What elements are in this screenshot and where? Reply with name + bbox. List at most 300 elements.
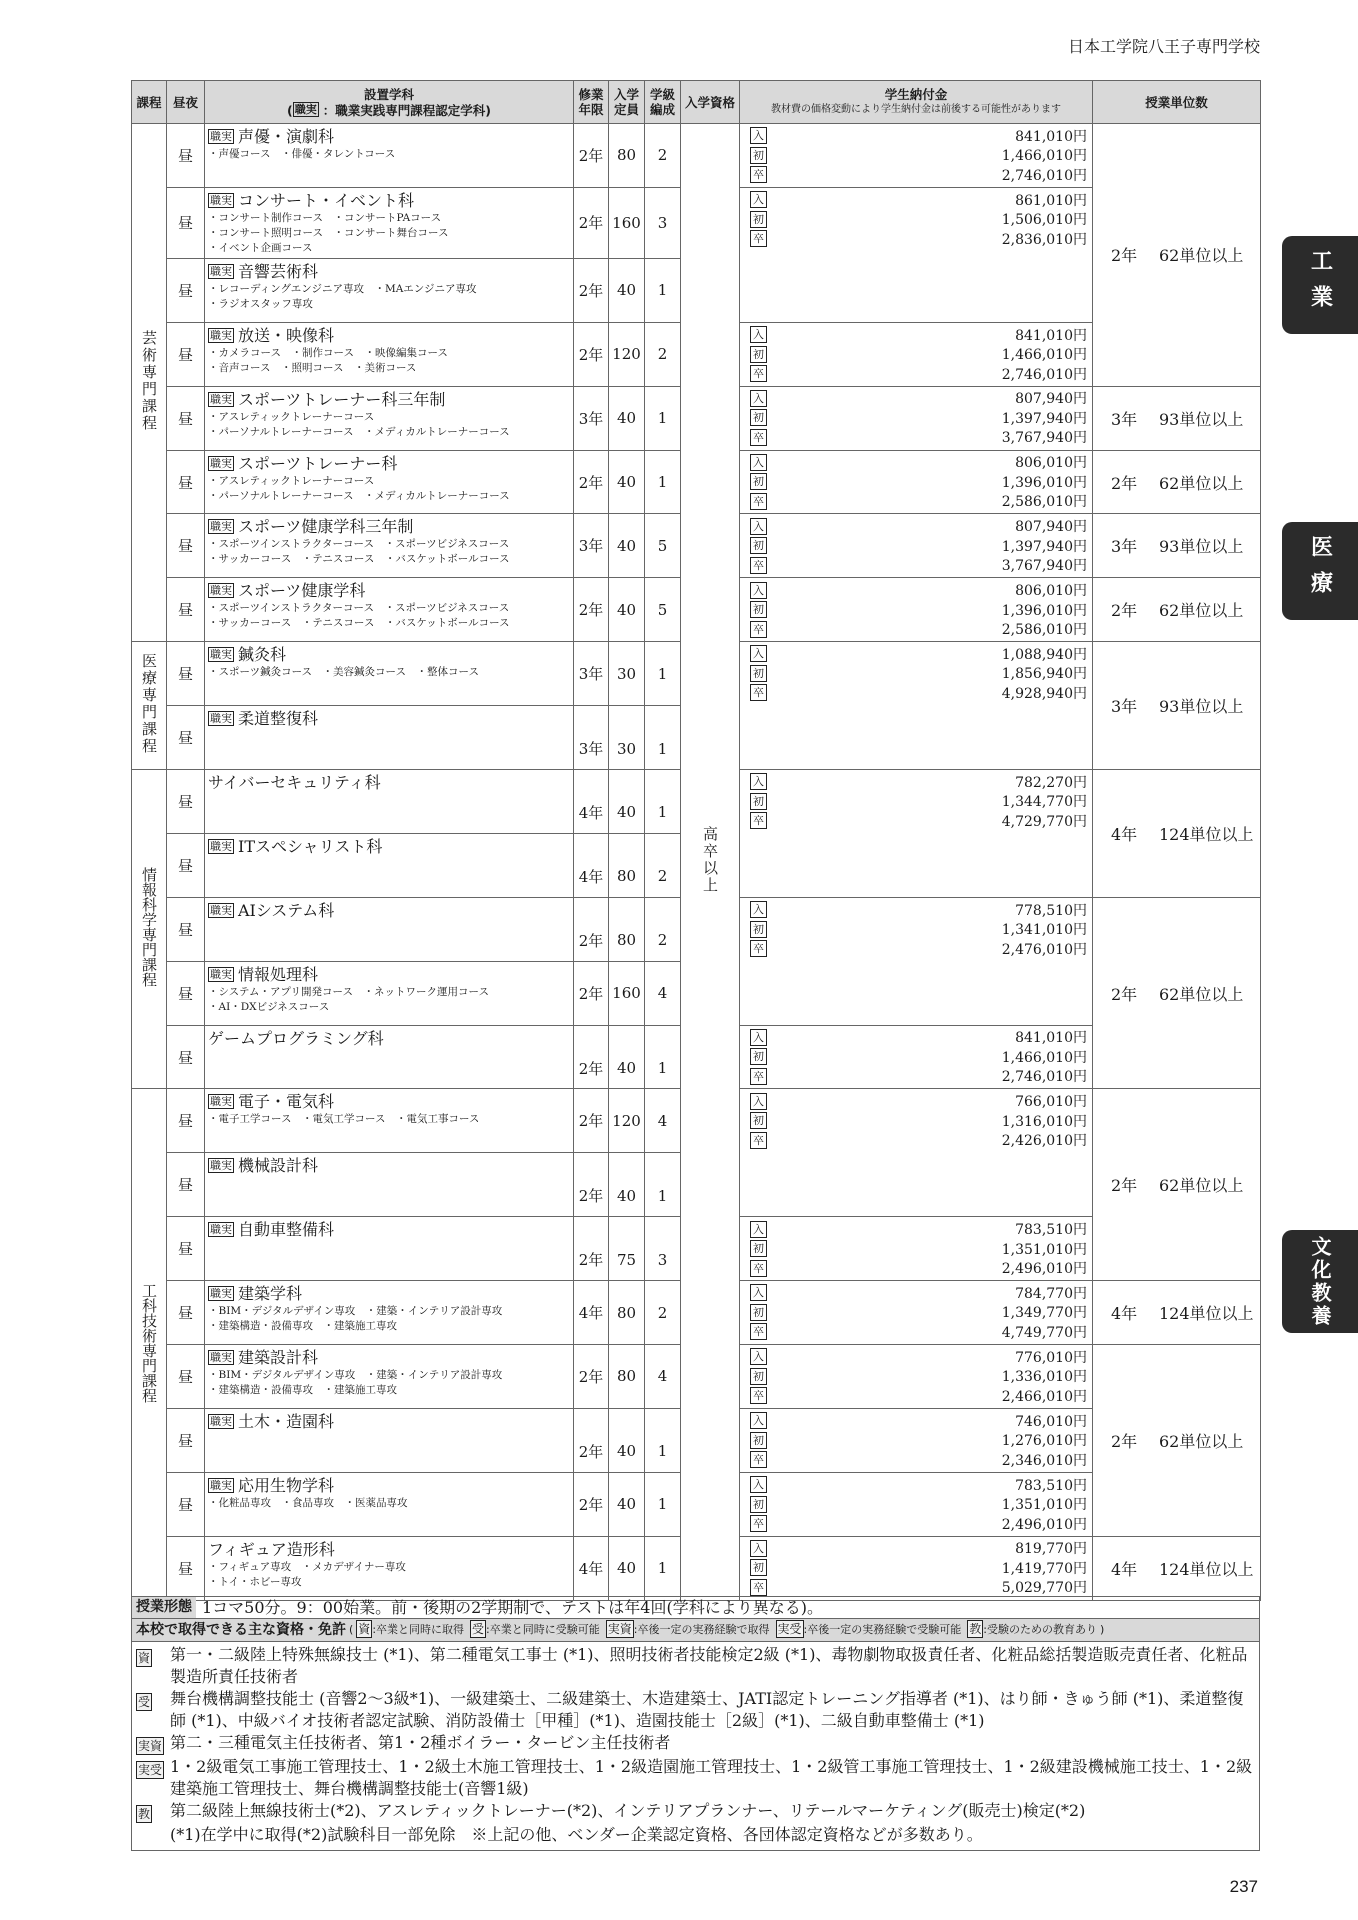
fee-line bbox=[750, 492, 1087, 512]
qualification-list bbox=[131, 1642, 1260, 1851]
fee-line bbox=[750, 939, 1087, 959]
legend-close: ) bbox=[1099, 1623, 1105, 1636]
units-years: 4年 bbox=[1111, 1304, 1138, 1324]
fee-label-badge: 初 bbox=[750, 1496, 767, 1513]
department-title bbox=[208, 261, 570, 282]
department-title bbox=[208, 1475, 570, 1496]
fee-value: 776,010円 bbox=[1015, 1349, 1087, 1366]
fee-label-badge: 入 bbox=[750, 1029, 767, 1046]
department-cell bbox=[205, 961, 574, 1025]
day-night-cell: 昼 bbox=[167, 833, 205, 897]
fee-line bbox=[750, 344, 1087, 364]
day-night-cell: 昼 bbox=[167, 706, 205, 770]
fee-label-badge: 卒 bbox=[750, 1579, 767, 1596]
capacity-cell: 80 bbox=[609, 897, 645, 961]
capacity-cell: 40 bbox=[609, 1408, 645, 1472]
qualification-text: 第二級陸上無線技術士(*2)、アスレティックトレーナー(*2)、インテリアプランナー、リテールマーケティング(販売士)検定(*2) bbox=[170, 1801, 1086, 1820]
classes-cell: 5 bbox=[645, 578, 681, 642]
department-courses: ・化粧品専攻 ・食品専攻 ・医薬品専攻 bbox=[208, 1496, 408, 1509]
fee-line bbox=[750, 428, 1087, 448]
day-night-cell: 昼 bbox=[167, 258, 205, 322]
fee-value: 2,496,010円 bbox=[1001, 1516, 1087, 1533]
fee-value: 1,349,770円 bbox=[1001, 1305, 1087, 1322]
header-classes: 学級編成 bbox=[645, 81, 681, 124]
department-courses: ・カメラコース ・制作コース ・映像編集コース ・音声コース ・照明コース ・美術コース bbox=[208, 346, 448, 374]
qualification-heading-row bbox=[131, 1619, 1260, 1642]
department-cell bbox=[205, 833, 574, 897]
years-cell: 3年 bbox=[574, 706, 609, 770]
units-cell bbox=[1093, 1089, 1261, 1281]
fee-value: 1,344,770円 bbox=[1001, 794, 1087, 811]
header-department-note-text: ：職業実践専門課程認定学科) bbox=[322, 102, 491, 118]
units-cell bbox=[1093, 1281, 1261, 1345]
course-name: 芸術専門課程 bbox=[140, 329, 158, 432]
fee-value: 1,466,010円 bbox=[1001, 1049, 1087, 1066]
units-value: 124単位以上 bbox=[1159, 1559, 1254, 1579]
years-cell: 4年 bbox=[574, 770, 609, 834]
classes-cell: 1 bbox=[645, 450, 681, 514]
department-cell bbox=[205, 642, 574, 706]
fee-line bbox=[750, 664, 1087, 684]
fee-line bbox=[750, 919, 1087, 939]
department-name: 応用生物学科 bbox=[238, 1475, 335, 1495]
side-tab-industry[interactable] bbox=[1282, 236, 1358, 334]
fee-value: 4,749,770円 bbox=[1001, 1324, 1087, 1341]
qualification-footnote: (*1)在学中に取得(*2)試験科目一部免除 ※上記の他、ベンダー企業認定資格、各団体認定資格などが多数あり。 bbox=[170, 1825, 983, 1844]
department-cell bbox=[205, 1089, 574, 1153]
badge-vocational: 職実 bbox=[210, 520, 232, 534]
fee-value: 2,346,010円 bbox=[1001, 1452, 1087, 1469]
qualification-text: 舞台機構調整技能士 (音響2〜3級*1)、一級建築士、二級建築士、木造建築士、JATI認定トレーニング指導者 (*1)、はり師・きゅう師 (*1)、柔道整復師 (*1)、中級バイオ技術者認定試験、消防設備士［甲種］(*1)、造園技能士［2級］(*1)、二級自動車整備士 (*1) bbox=[170, 1689, 1244, 1730]
department-title bbox=[208, 325, 570, 346]
fee-value: 782,270円 bbox=[1015, 774, 1087, 791]
badge-vocational: 職実 bbox=[294, 102, 317, 116]
fee-line bbox=[750, 1219, 1087, 1239]
fee-label-badge: 卒 bbox=[750, 940, 767, 957]
day-night-cell: 昼 bbox=[167, 1408, 205, 1472]
units-years: 2年 bbox=[1111, 984, 1138, 1004]
department-cell bbox=[205, 578, 574, 642]
fee-value: 1,856,940円 bbox=[1001, 666, 1087, 683]
department-title bbox=[208, 836, 570, 857]
department-cell bbox=[205, 1408, 574, 1472]
qualification-cell bbox=[681, 124, 740, 1601]
department-title bbox=[208, 1219, 570, 1240]
units-value: 62単位以上 bbox=[1159, 601, 1244, 621]
fee-line bbox=[750, 644, 1087, 664]
legend-text: :卒業と同時に受験可能 bbox=[486, 1623, 600, 1636]
fee-value: 2,476,010円 bbox=[1001, 941, 1087, 958]
units-value: 62単位以上 bbox=[1159, 473, 1244, 493]
day-night-cell: 昼 bbox=[167, 1217, 205, 1281]
fee-line bbox=[750, 1539, 1087, 1559]
day-night-cell: 昼 bbox=[167, 124, 205, 188]
fee-label-badge: 卒 bbox=[750, 365, 767, 382]
fee-label-badge: 入 bbox=[750, 1540, 767, 1557]
notes-section bbox=[131, 1596, 1260, 1851]
fee-value: 3,767,940円 bbox=[1001, 430, 1087, 447]
qualification-text: 高卒以上 bbox=[701, 825, 719, 894]
fee-value: 1,336,010円 bbox=[1001, 1369, 1087, 1386]
fee-line bbox=[750, 126, 1087, 146]
department-cell bbox=[205, 1025, 574, 1089]
fee-value: 1,397,940円 bbox=[1001, 410, 1087, 427]
header-capacity: 入学定員 bbox=[609, 81, 645, 124]
day-night-cell: 昼 bbox=[167, 578, 205, 642]
qualification-label-wrap bbox=[136, 1644, 170, 1688]
header-qualification: 入学資格 bbox=[681, 81, 740, 124]
fee-cell bbox=[740, 1345, 1093, 1409]
fee-cell bbox=[740, 1281, 1093, 1345]
fee-label-badge: 初 bbox=[750, 409, 767, 426]
fee-value: 1,397,940円 bbox=[1001, 538, 1087, 555]
legend-text: :受験のための教育あり bbox=[983, 1623, 1097, 1636]
department-courses: ・BIM・デジタルデザイン専攻 ・建築・インテリア設計専攻 ・建築構造・設備専攻 ・建築施工専攻 bbox=[208, 1305, 503, 1333]
years-cell: 2年 bbox=[574, 258, 609, 322]
fee-line bbox=[750, 1367, 1087, 1387]
department-name: サイバーセキュリティ科 bbox=[208, 773, 381, 793]
fee-cell bbox=[740, 514, 1093, 578]
department-title bbox=[208, 1411, 570, 1432]
page-number: 237 bbox=[1229, 1877, 1258, 1896]
units-value: 62単位以上 bbox=[1159, 246, 1244, 266]
day-night-cell: 昼 bbox=[167, 187, 205, 258]
department-courses: ・電子工学コース ・電気工学コース ・電気工事コース bbox=[208, 1113, 480, 1126]
department-name: 柔道整復科 bbox=[238, 709, 319, 729]
years-cell: 3年 bbox=[574, 514, 609, 578]
fee-label-badge: 初 bbox=[750, 665, 767, 682]
classes-cell: 2 bbox=[645, 124, 681, 188]
capacity-cell: 160 bbox=[609, 187, 645, 258]
classes-cell: 1 bbox=[645, 1025, 681, 1089]
fee-value: 5,029,770円 bbox=[1001, 1580, 1087, 1597]
units-cell bbox=[1093, 386, 1261, 450]
years-cell: 4年 bbox=[574, 833, 609, 897]
fee-label-badge: 卒 bbox=[750, 621, 767, 638]
day-night-cell: 昼 bbox=[167, 1536, 205, 1600]
day-night-cell: 昼 bbox=[167, 1472, 205, 1536]
fee-label-badge: 卒 bbox=[750, 1451, 767, 1468]
department-name: AIシステム科 bbox=[238, 900, 335, 920]
fee-label-badge: 入 bbox=[750, 645, 767, 662]
fee-line bbox=[750, 1258, 1087, 1278]
qualification-text: 第一・二級陸上特殊無線技士 (*1)、第二種電気工事士 (*1)、照明技術者技能検定2級 (*1)、毒物劇物取扱責任者、化粧品総括製造販売責任者、化粧品製造所責任技術者 bbox=[170, 1645, 1248, 1686]
fee-label-badge: 卒 bbox=[750, 812, 767, 829]
capacity-cell: 30 bbox=[609, 706, 645, 770]
department-cell bbox=[205, 1536, 574, 1600]
course-name: 工科技術専門課程 bbox=[140, 1282, 158, 1403]
years-cell: 4年 bbox=[574, 1536, 609, 1600]
course-cell bbox=[132, 770, 167, 1089]
fee-value: 2,586,010円 bbox=[1001, 622, 1087, 639]
years-cell: 2年 bbox=[574, 897, 609, 961]
fee-label-badge: 初 bbox=[750, 473, 767, 490]
department-name: ITスペシャリスト科 bbox=[238, 836, 383, 856]
day-night-cell: 昼 bbox=[167, 1153, 205, 1217]
qualification-item bbox=[136, 1688, 1255, 1732]
fee-cell bbox=[740, 897, 1093, 1025]
fee-value: 1,396,010円 bbox=[1001, 602, 1087, 619]
units-years: 3年 bbox=[1111, 697, 1138, 717]
qualification-label-wrap bbox=[136, 1732, 170, 1756]
fee-label-badge: 入 bbox=[750, 901, 767, 918]
course-cell bbox=[132, 1089, 167, 1600]
department-name: 声優・演劇科 bbox=[238, 127, 335, 146]
fee-line bbox=[750, 536, 1087, 556]
classes-cell: 1 bbox=[645, 642, 681, 706]
fee-label-badge: 初 bbox=[750, 1559, 767, 1576]
units-years: 2年 bbox=[1111, 473, 1138, 493]
header-units: 授業単位数 bbox=[1093, 81, 1261, 124]
day-night-cell: 昼 bbox=[167, 897, 205, 961]
qualification-label: 実資 bbox=[138, 1739, 163, 1753]
fee-cell bbox=[740, 322, 1093, 386]
department-name: 音響芸術科 bbox=[238, 261, 319, 281]
fee-line bbox=[750, 1494, 1087, 1514]
fee-value: 806,010円 bbox=[1015, 583, 1087, 600]
fee-line bbox=[750, 1130, 1087, 1150]
department-name: 建築設計科 bbox=[238, 1348, 319, 1368]
fee-label-badge: 初 bbox=[750, 1112, 767, 1129]
legend-badge: 実資 bbox=[607, 1622, 632, 1636]
classes-cell: 4 bbox=[645, 1089, 681, 1153]
fee-value: 3,767,940円 bbox=[1001, 558, 1087, 575]
department-name: スポーツ健康学科三年制 bbox=[238, 517, 414, 537]
department-cell bbox=[205, 322, 574, 386]
table-header-row bbox=[132, 81, 1261, 124]
fee-label-badge: 入 bbox=[750, 1348, 767, 1365]
capacity-cell: 120 bbox=[609, 322, 645, 386]
fee-value: 1,341,010円 bbox=[1001, 922, 1087, 939]
department-cell bbox=[205, 258, 574, 322]
department-cell bbox=[205, 770, 574, 834]
day-night-cell: 昼 bbox=[167, 1025, 205, 1089]
fee-label-badge: 初 bbox=[750, 211, 767, 228]
department-cell bbox=[205, 514, 574, 578]
units-cell bbox=[1093, 1536, 1261, 1600]
fee-label-badge: 入 bbox=[750, 773, 767, 790]
fee-line bbox=[750, 683, 1087, 703]
fee-value: 841,010円 bbox=[1015, 128, 1087, 145]
fee-value: 819,770円 bbox=[1015, 1541, 1087, 1558]
fee-label-badge: 卒 bbox=[750, 230, 767, 247]
units-cell bbox=[1093, 514, 1261, 578]
fee-value: 2,746,010円 bbox=[1001, 167, 1087, 184]
capacity-cell: 120 bbox=[609, 1089, 645, 1153]
fee-cell bbox=[740, 1472, 1093, 1536]
department-title bbox=[208, 580, 570, 601]
department-title bbox=[208, 190, 570, 211]
years-cell: 2年 bbox=[574, 322, 609, 386]
fee-cell bbox=[740, 124, 1093, 188]
fee-cell bbox=[740, 386, 1093, 450]
fee-label-badge: 卒 bbox=[750, 557, 767, 574]
legend-item bbox=[967, 1619, 1097, 1641]
qualification-label: 受 bbox=[138, 1695, 151, 1709]
fee-value: 783,510円 bbox=[1015, 1477, 1087, 1494]
day-night-cell: 昼 bbox=[167, 1281, 205, 1345]
fee-value: 2,746,010円 bbox=[1001, 1069, 1087, 1086]
paren: ( bbox=[287, 102, 293, 118]
header-department-note bbox=[205, 102, 573, 118]
fee-value: 4,928,940円 bbox=[1001, 685, 1087, 702]
course-cell bbox=[132, 124, 167, 642]
department-title bbox=[208, 900, 570, 921]
department-courses: ・スポーツインストラクターコース ・スポーツビジネスコース ・サッカーコース ・テニスコース ・バスケットボールコース bbox=[208, 602, 510, 630]
classes-cell: 1 bbox=[645, 386, 681, 450]
fee-line bbox=[750, 900, 1087, 920]
legend-item bbox=[470, 1619, 600, 1641]
fee-value: 1,506,010円 bbox=[1001, 212, 1087, 229]
department-courses: ・フィギュア専攻 ・メカデザイナー専攻 ・トイ・ホビー専攻 bbox=[208, 1560, 406, 1588]
units-cell bbox=[1093, 578, 1261, 642]
department-name: 情報処理科 bbox=[238, 964, 319, 984]
department-title bbox=[208, 1028, 570, 1049]
qualification-heading: 本校で取得できる主な資格・免許 bbox=[136, 1622, 346, 1638]
years-cell: 2年 bbox=[574, 1472, 609, 1536]
fee-value: 806,010円 bbox=[1015, 455, 1087, 472]
department-cell bbox=[205, 1217, 574, 1281]
department-name: スポーツトレーナー科 bbox=[238, 453, 398, 473]
qualification-label-wrap bbox=[136, 1756, 170, 1800]
fee-line bbox=[750, 389, 1087, 409]
department-cell bbox=[205, 706, 574, 770]
years-cell: 2年 bbox=[574, 1025, 609, 1089]
fee-line bbox=[750, 325, 1087, 345]
school-name: 日本工学院八王子専門学校 bbox=[1067, 37, 1260, 56]
years-cell: 2年 bbox=[574, 1408, 609, 1472]
legend-item bbox=[606, 1619, 770, 1641]
classes-cell: 2 bbox=[645, 322, 681, 386]
capacity-cell: 40 bbox=[609, 1025, 645, 1089]
department-courses: ・スポーツインストラクターコース ・スポーツビジネスコース ・サッカーコース ・テニスコース ・バスケットボールコース bbox=[208, 538, 510, 566]
course-name: 情報科学専門課程 bbox=[140, 867, 158, 988]
fee-line bbox=[750, 811, 1087, 831]
department-title bbox=[208, 1539, 570, 1560]
legend-text: :卒後一定の実務経験で受験可能 bbox=[803, 1623, 962, 1636]
capacity-cell: 40 bbox=[609, 514, 645, 578]
side-tab-medical[interactable] bbox=[1282, 522, 1358, 620]
department-title bbox=[208, 1347, 570, 1368]
badge-vocational: 職実 bbox=[210, 712, 232, 726]
fee-value: 1,351,010円 bbox=[1001, 1241, 1087, 1258]
fee-line bbox=[750, 516, 1087, 536]
classes-cell: 1 bbox=[645, 1472, 681, 1536]
fee-label-badge: 入 bbox=[750, 582, 767, 599]
fee-value: 2,426,010円 bbox=[1001, 1133, 1087, 1150]
fee-line bbox=[750, 209, 1087, 229]
fee-value: 778,510円 bbox=[1015, 902, 1087, 919]
badge-vocational: 職実 bbox=[210, 1159, 232, 1173]
fee-line bbox=[750, 1475, 1087, 1495]
legend-badge: 資 bbox=[358, 1622, 371, 1636]
years-cell: 2年 bbox=[574, 124, 609, 188]
units-value: 124単位以上 bbox=[1159, 1304, 1254, 1324]
classes-cell: 1 bbox=[645, 258, 681, 322]
department-name: フィギュア造形科 bbox=[208, 1539, 335, 1559]
qualification-item bbox=[136, 1800, 1255, 1824]
badge-vocational: 職実 bbox=[210, 1223, 232, 1237]
department-courses: ・声優コース ・俳優・タレントコース bbox=[208, 148, 396, 160]
years-cell: 2年 bbox=[574, 578, 609, 642]
department-title bbox=[208, 453, 570, 474]
years-cell: 2年 bbox=[574, 1153, 609, 1217]
fee-label-badge: 入 bbox=[750, 518, 767, 535]
fee-label-badge: 入 bbox=[750, 1412, 767, 1429]
qualification-legend bbox=[356, 1619, 1097, 1641]
fee-value: 2,746,010円 bbox=[1001, 366, 1087, 383]
fee-label-badge: 初 bbox=[750, 601, 767, 618]
legend-item bbox=[356, 1619, 464, 1641]
classes-cell: 4 bbox=[645, 961, 681, 1025]
fee-line bbox=[750, 146, 1087, 166]
years-cell: 2年 bbox=[574, 450, 609, 514]
side-tab-label: 文化教養 bbox=[1308, 1235, 1332, 1328]
fee-line bbox=[750, 1578, 1087, 1598]
fee-label-badge: 初 bbox=[750, 1368, 767, 1385]
fee-line bbox=[750, 1047, 1087, 1067]
qualification-label-wrap bbox=[136, 1800, 170, 1824]
fee-value: 1,276,010円 bbox=[1001, 1433, 1087, 1450]
fee-value: 807,940円 bbox=[1015, 519, 1087, 536]
badge-vocational: 職実 bbox=[210, 839, 232, 853]
qualification-item bbox=[136, 1644, 1255, 1688]
capacity-cell: 40 bbox=[609, 386, 645, 450]
classes-cell: 5 bbox=[645, 514, 681, 578]
fee-line bbox=[750, 580, 1087, 600]
fee-line bbox=[750, 1028, 1087, 1048]
fee-value: 861,010円 bbox=[1015, 192, 1087, 209]
day-night-cell: 昼 bbox=[167, 961, 205, 1025]
units-years: 2年 bbox=[1111, 1431, 1138, 1451]
department-cell bbox=[205, 1472, 574, 1536]
department-cell bbox=[205, 187, 574, 258]
badge-vocational: 職実 bbox=[210, 584, 232, 598]
fee-line bbox=[750, 190, 1087, 210]
fee-cell bbox=[740, 1217, 1093, 1281]
fee-value: 1,466,010円 bbox=[1001, 148, 1087, 165]
units-value: 62単位以上 bbox=[1159, 1176, 1244, 1196]
units-years: 2年 bbox=[1111, 1176, 1138, 1196]
fee-label-badge: 初 bbox=[750, 147, 767, 164]
header-fee-note: 教材費の価格変動により学生納付金は前後する可能性があります bbox=[771, 104, 1061, 115]
units-cell bbox=[1093, 642, 1261, 770]
department-courses: ・スポーツ鍼灸コース ・美容鍼灸コース ・整体コース bbox=[208, 666, 480, 679]
fee-value: 2,496,010円 bbox=[1001, 1261, 1087, 1277]
fee-value: 841,010円 bbox=[1015, 327, 1087, 344]
badge-vocational: 職実 bbox=[210, 903, 232, 917]
fee-line bbox=[750, 1283, 1087, 1303]
department-title bbox=[208, 964, 570, 985]
capacity-cell: 40 bbox=[609, 1153, 645, 1217]
fee-line bbox=[750, 792, 1087, 812]
fee-label-badge: 初 bbox=[750, 1240, 767, 1257]
fee-label-badge: 入 bbox=[750, 390, 767, 407]
qualification-label-wrap bbox=[136, 1688, 170, 1732]
units-value: 62単位以上 bbox=[1159, 984, 1244, 1004]
department-cell bbox=[205, 450, 574, 514]
units-cell bbox=[1093, 770, 1261, 898]
capacity-cell: 40 bbox=[609, 770, 645, 834]
years-cell: 3年 bbox=[574, 642, 609, 706]
side-tab-culture[interactable] bbox=[1282, 1230, 1358, 1333]
fee-cell bbox=[740, 1408, 1093, 1472]
department-courses: ・BIM・デジタルデザイン専攻 ・建築・インテリア設計専攻 ・建築構造・設備専攻 ・建築施工専攻 bbox=[208, 1369, 503, 1397]
fee-label-badge: 入 bbox=[750, 454, 767, 471]
qualification-item bbox=[136, 1732, 1255, 1756]
department-title bbox=[208, 708, 570, 729]
fee-value: 1,316,010円 bbox=[1001, 1113, 1087, 1130]
